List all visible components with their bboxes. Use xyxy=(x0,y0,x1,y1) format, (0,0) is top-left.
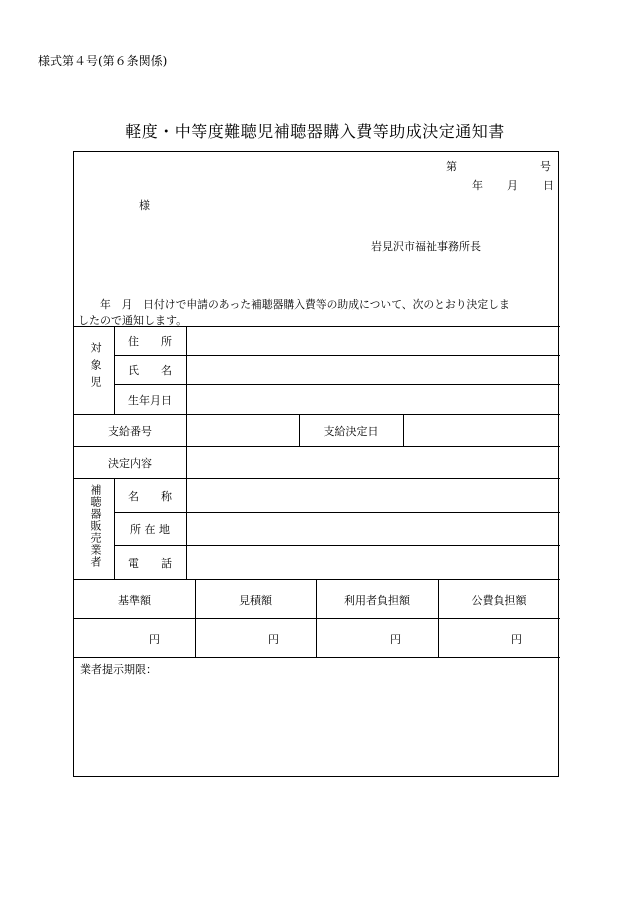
amount-unit: 円 xyxy=(511,633,522,646)
vendor-phone-label: 電 話 xyxy=(128,557,172,570)
decision-date-label: 支給決定日 xyxy=(323,425,379,438)
address-label: 住 所 xyxy=(128,335,172,348)
subject-group-label: 対象児 xyxy=(89,342,102,393)
addressee-suffix: 様 xyxy=(139,199,150,212)
amount-unit: 円 xyxy=(390,633,401,646)
payment-number-label: 支給番号 xyxy=(108,425,152,438)
notice-form xyxy=(73,151,559,777)
name-label: 氏 名 xyxy=(128,364,172,377)
amount-header-public-burden: 公費負担額 xyxy=(471,594,527,607)
amount-header-estimate: 見積額 xyxy=(239,594,272,607)
vendor-group-label: 補聴器販売業者 xyxy=(89,484,102,568)
vendor-name-label: 名 称 xyxy=(128,490,172,503)
issuer-name: 岩見沢市福祉事務所長 xyxy=(371,240,481,253)
date-day-label: 日 xyxy=(543,179,554,192)
form-number-label: 様式第４号(第６条関係) xyxy=(38,54,168,68)
number-suffix: 号 xyxy=(540,160,551,173)
amount-header-standard: 基準額 xyxy=(118,594,151,607)
decision-content-label: 決定内容 xyxy=(108,457,152,470)
notice-body-line1: 年 月 日付けで申請のあった補聴器購入費等の助成について、次のとおり決定しま xyxy=(100,298,510,311)
amount-unit: 円 xyxy=(268,633,279,646)
vendor-location-label: 所 在 地 xyxy=(130,523,170,536)
number-prefix: 第 xyxy=(446,160,457,173)
vendor-deadline-label: 業者提示期限： xyxy=(80,663,157,676)
birthdate-label: 生年月日 xyxy=(128,394,172,407)
document-title: 軽度・中等度難聴児補聴器購入費等助成決定通知書 xyxy=(125,122,505,141)
date-month-label: 月 xyxy=(507,179,518,192)
amount-header-user-burden: 利用者負担額 xyxy=(344,594,410,607)
notice-body-line2: したので通知します。 xyxy=(78,314,188,327)
date-year-label: 年 xyxy=(472,179,483,192)
amount-unit: 円 xyxy=(149,633,160,646)
